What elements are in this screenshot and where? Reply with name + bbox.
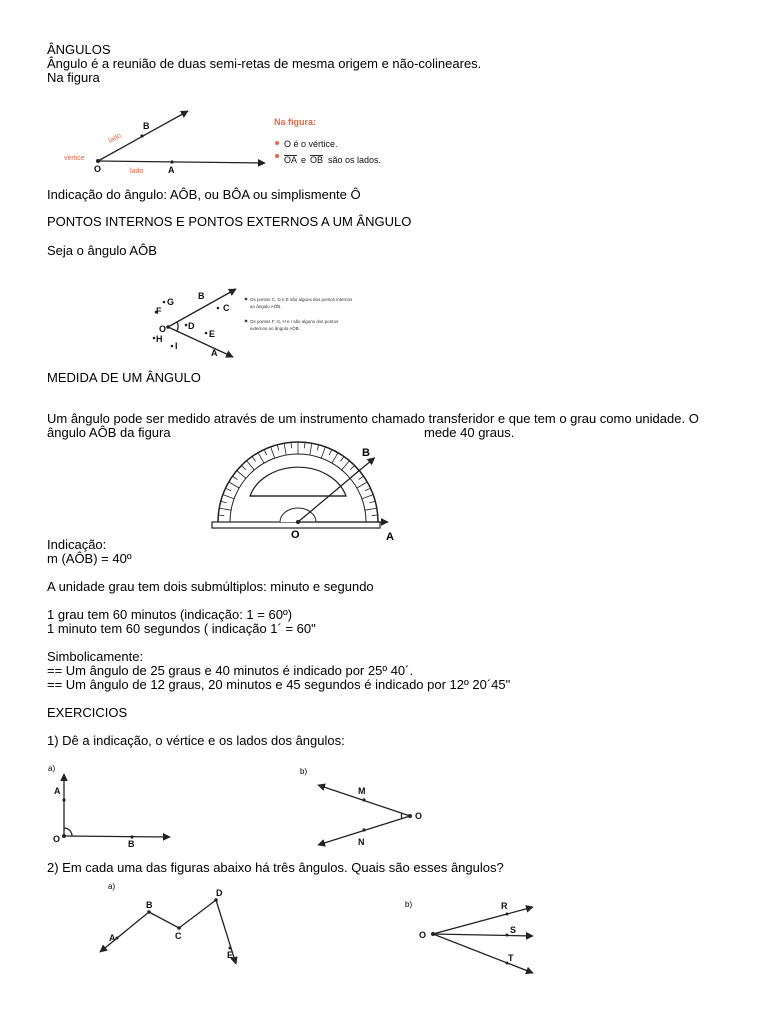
protractor-tick [304,442,305,448]
protractor-tick [329,449,332,454]
exercise-1a-figure [46,762,176,850]
angle-definition: Ângulo é a reunião de duas semi-retas de mesma origem e não-colineares. [47,56,482,71]
ex1b-label-m: M [358,786,366,796]
protractor-tick [229,482,239,488]
simbolicamente-2: == Um ângulo de 12 graus, 20 minutos e 45 segundos é indicado por 12º 20´45" [47,677,511,692]
ex1a-tag: a) [48,764,56,773]
protractor-tick [247,461,255,470]
fig2-label-i: I [175,341,178,351]
ex2a-label-d: D [216,888,223,898]
ex2b-label-s: S [510,925,517,935]
protractor-tick [310,443,312,455]
protractor-label-o: O [291,529,300,541]
fig1-bullet2-e: e [301,155,307,165]
protractor-figure [210,440,410,543]
ex2a-label-a: A [109,933,116,943]
seja-text: Seja o ângulo AÔB [47,243,157,258]
fig2-label-a: A [211,348,218,358]
fig1-box-title: Na figura: [274,117,317,127]
pontos-heading: PONTOS INTERNOS E PONTOS EXTERNOS A UM ÂNGULO [47,214,412,229]
fig2-label-f: F [156,306,162,316]
fig1-bullet2-rest: são os lados. [328,155,382,165]
protractor-tick [332,453,338,463]
medida-line2b: mede 40 graus. [424,425,515,440]
ex2a-label-e: E [227,950,234,960]
protractor-tick [277,445,279,451]
grau-minutos-text: 1 grau tem 60 minutos (indicação: 1 = 60º) [47,607,293,622]
indicacao-label: Indicação: [47,537,107,552]
angle-figure [60,105,400,180]
medida-line2a: ângulo AÔB da figura [47,425,171,440]
unidade-text: A unidade grau tem dois submúltiplos: minuto e segundo [47,579,374,594]
protractor-tick [372,515,378,516]
medida-heading: MEDIDA DE UM ÂNGULO [47,370,201,385]
ex2b-label-r: R [501,901,508,911]
protractor-tick [365,488,370,491]
ex1a-label-a: A [54,786,61,796]
protractor-tick [321,447,325,458]
fig1-label-b: B [143,121,150,131]
indicacao-value: m (AÔB) = 40º [47,551,132,566]
fig2-label-d: D [188,321,195,331]
fig1-label-lado1: lado [107,132,123,145]
simbolicamente-label: Simbolicamente: [47,649,144,664]
fig2-label-b: B [198,291,205,301]
protractor-tick [342,461,350,470]
medida-line1: Um ângulo pode ser medido através de um instrumento chamado transferidor e que tem o grau como unidade. O [47,411,699,426]
ex2a-tag: a) [108,882,116,891]
fig2-note1b: ao ângulo AÔB. [250,304,282,309]
simbolicamente-1: == Um ângulo de 25 graus e 40 minutos é indicado por 25º 40´. [47,663,414,678]
ex1a-label-o: O [53,834,61,844]
ex2b-label-t: T [508,953,514,963]
fig2-label-e: E [209,329,216,339]
fig2-label-o: O [159,324,167,334]
internal-points-figure [148,285,358,360]
exercise-2b-figure [403,895,543,980]
exercise-1-text: 1) Dê a indicação, o vértice e os lados dos ângulos: [47,733,345,748]
ex1b-tag: b) [300,767,308,776]
protractor-tick [317,445,319,451]
fig2-note1a: Os pontos C, D e E são alguns dos pontos internos [250,297,353,302]
exercicios-heading: EXERCICIOS [47,705,128,720]
protractor-tick [365,508,377,510]
fig1-bullet2-ob: OB [310,155,324,165]
protractor-tick [291,442,292,448]
protractor-tick [362,495,373,499]
na-figura-text: Na figura [47,70,100,85]
exercise-2-text: 2) Em cada uma das figuras abaixo há três ângulos. Quais são esses ângulos? [47,860,504,875]
protractor-tick [232,476,237,479]
ex1b-label-o: O [415,811,423,821]
protractor-tick [359,476,364,479]
page-title: ÂNGULOS [47,42,111,57]
fig1-label-o: O [94,164,102,174]
ex2a-label-b: B [146,900,153,910]
fig1-label-a: A [168,165,175,175]
ex2a-label-c: C [175,931,182,941]
protractor-tick [241,465,245,469]
protractor-tick [284,443,286,455]
protractor-tick [219,508,231,510]
fig2-label-c: C [223,303,230,313]
protractor-label-b: B [362,447,370,459]
fig1-label-vertice: vértice [64,155,85,162]
protractor-tick [369,501,375,503]
protractor-label-a: A [386,531,394,543]
protractor-tick [237,471,246,479]
protractor-tick [357,482,367,488]
indicacao-angulo: Indicação do ângulo: AÔB, ou BÔA ou simplismente Ô [47,187,361,202]
protractor-tick [218,515,224,516]
protractor-tick [271,447,275,458]
protractor-tick [340,456,343,461]
ex1a-label-b: B [128,839,135,849]
protractor-tick [350,465,354,469]
protractor-tick [223,495,234,499]
protractor-tick [225,488,230,491]
fig1-bullet2-oa: OA [284,155,298,165]
exercise-1b-figure [298,765,438,850]
protractor-tick [221,501,227,503]
ex2b-label-o: O [419,930,427,940]
protractor-tick [258,453,264,463]
minuto-segundos-text: 1 minuto tem 60 segundos ( indicação 1´ = 60" [47,621,316,636]
ex1b-label-n: N [358,837,365,847]
ex2b-tag: b) [405,900,413,909]
exercise-2a-figure [96,880,256,975]
fig2-label-g: G [167,297,175,307]
fig2-label-h: H [156,334,163,344]
protractor-tick [252,456,255,461]
fig1-bullet1: O é o vértice. [284,139,338,149]
fig2-note2a: Os pontos F, G, H e I são alguns dos pontos [250,319,339,324]
protractor-tick [264,449,267,454]
fig2-note2b: externos ao ângulo AÔB. [250,326,301,331]
fig1-label-lado2: lado [130,168,144,175]
